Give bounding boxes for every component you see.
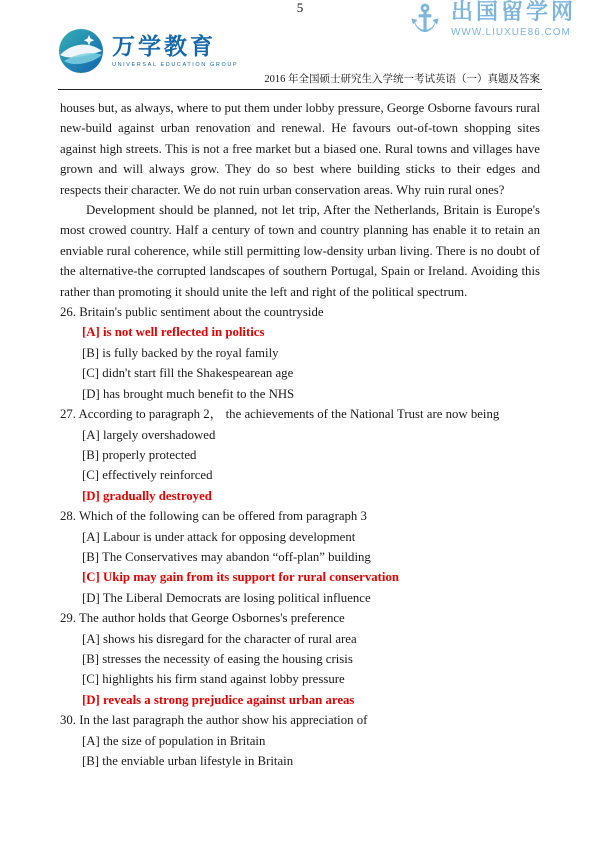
logo-wordmark [112,34,238,67]
option: [B] stresses the necessity of easing the housing crisis [82,651,353,666]
question-block [60,608,540,710]
page-number: 5 [296,0,304,15]
question-block [60,404,540,506]
option: [B] properly protected [82,447,197,462]
anchor-icon [406,0,444,38]
brand-name-cn: 万学教育 [112,33,216,60]
document-body [60,98,540,771]
option: [D] has brought much benefit to the NHS [82,386,295,401]
watermark-text [451,0,576,37]
question-stem [60,710,540,730]
option: [C] effectively reinforced [82,468,213,483]
option: [A] is not well reflected in politics [82,325,265,340]
question-block [60,710,540,771]
question-text: Which of the following can be offered from paragraph 3 [78,509,367,524]
question-stem [60,404,540,424]
brand-name-en: UNIVERSAL EDUCATION GROUP [112,61,239,68]
question-stem [60,506,540,526]
question-number: 29. [60,611,76,626]
option: [B] is fully backed by the royal family [82,345,279,360]
option: [B] the enviable urban lifestyle in Britain [82,754,294,768]
question-text: In the last paragraph the author show his appreciation of [79,713,368,728]
question-block [60,506,540,608]
question-text: According to paragraph 2， the achievements of the National Trust are now being [78,407,500,422]
passage-paragraph: Development should be planned, not let trip, After the Netherlands, Britain is Europe's most crowed country. Half a century of town and country planning has enable it to retain an enviable rural coherence, while still permitting low-density urban living. There is no doubt of the alternative-the corrupted landscapes of southern Portugal, Spain or Ireland. Avoiding this rather than promoting it should unite the left and right of the political spectrum. [60,203,540,299]
question-text: The author holds that George Osbornes's preference [78,611,345,626]
question-block [60,302,540,404]
question-number: 30. [60,713,76,728]
question-stem [60,302,540,322]
question-text: Britain's public sentiment about the countryside [79,305,324,320]
option: [B] The Conservatives may abandon “off-plan” building [82,549,371,564]
passage-paragraph: houses but, as always, where to put them under lobby pressure, George Osborne favours rural new-build against urban renovation and renewal. He favours out-of-town shopping sites against high streets. This is not a free market but a biased one. Rural towns and villages have grown and will always grow. They do so best where building sticks to their edges and respects their character. We do not ruin urban conservation areas. Why ruin rural ones? [60,101,540,197]
option: [A] the size of population in Britain [82,733,266,748]
option: [A] Labour is under attack for opposing development [82,529,356,544]
option: [A] shows his disregard for the character of rural area [82,631,357,646]
option: [D] reveals a strong prejudice against urban areas [82,692,355,707]
question-number: 27. [60,407,76,422]
option: [D] The Liberal Democrats are losing political influence [82,590,371,605]
publisher-logo [58,28,238,74]
option: [D] gradually destroyed [82,488,212,503]
question-stem [60,608,540,628]
header-divider [58,89,542,90]
option: [C] highlights his firm stand against lobby pressure [82,672,345,687]
document-header-title: 2016 年全国硕士研究生入学统一考试英语（一）真题及答案 [264,74,540,85]
option: [C] Ukip may gain from its support for rural conservation [82,570,399,585]
option: [C] didn't start fill the Shakespearean age [82,366,294,381]
option: [A] largely overshadowed [82,427,216,442]
globe-swoosh-logo-icon [58,28,104,74]
question-number: 26. [60,305,76,320]
watermark-site-url: WWW.LIUXUE86.COM [450,26,571,38]
watermark-site-name: 出国留学网 [450,0,576,25]
site-watermark [406,0,576,38]
question-number: 28. [60,509,76,524]
